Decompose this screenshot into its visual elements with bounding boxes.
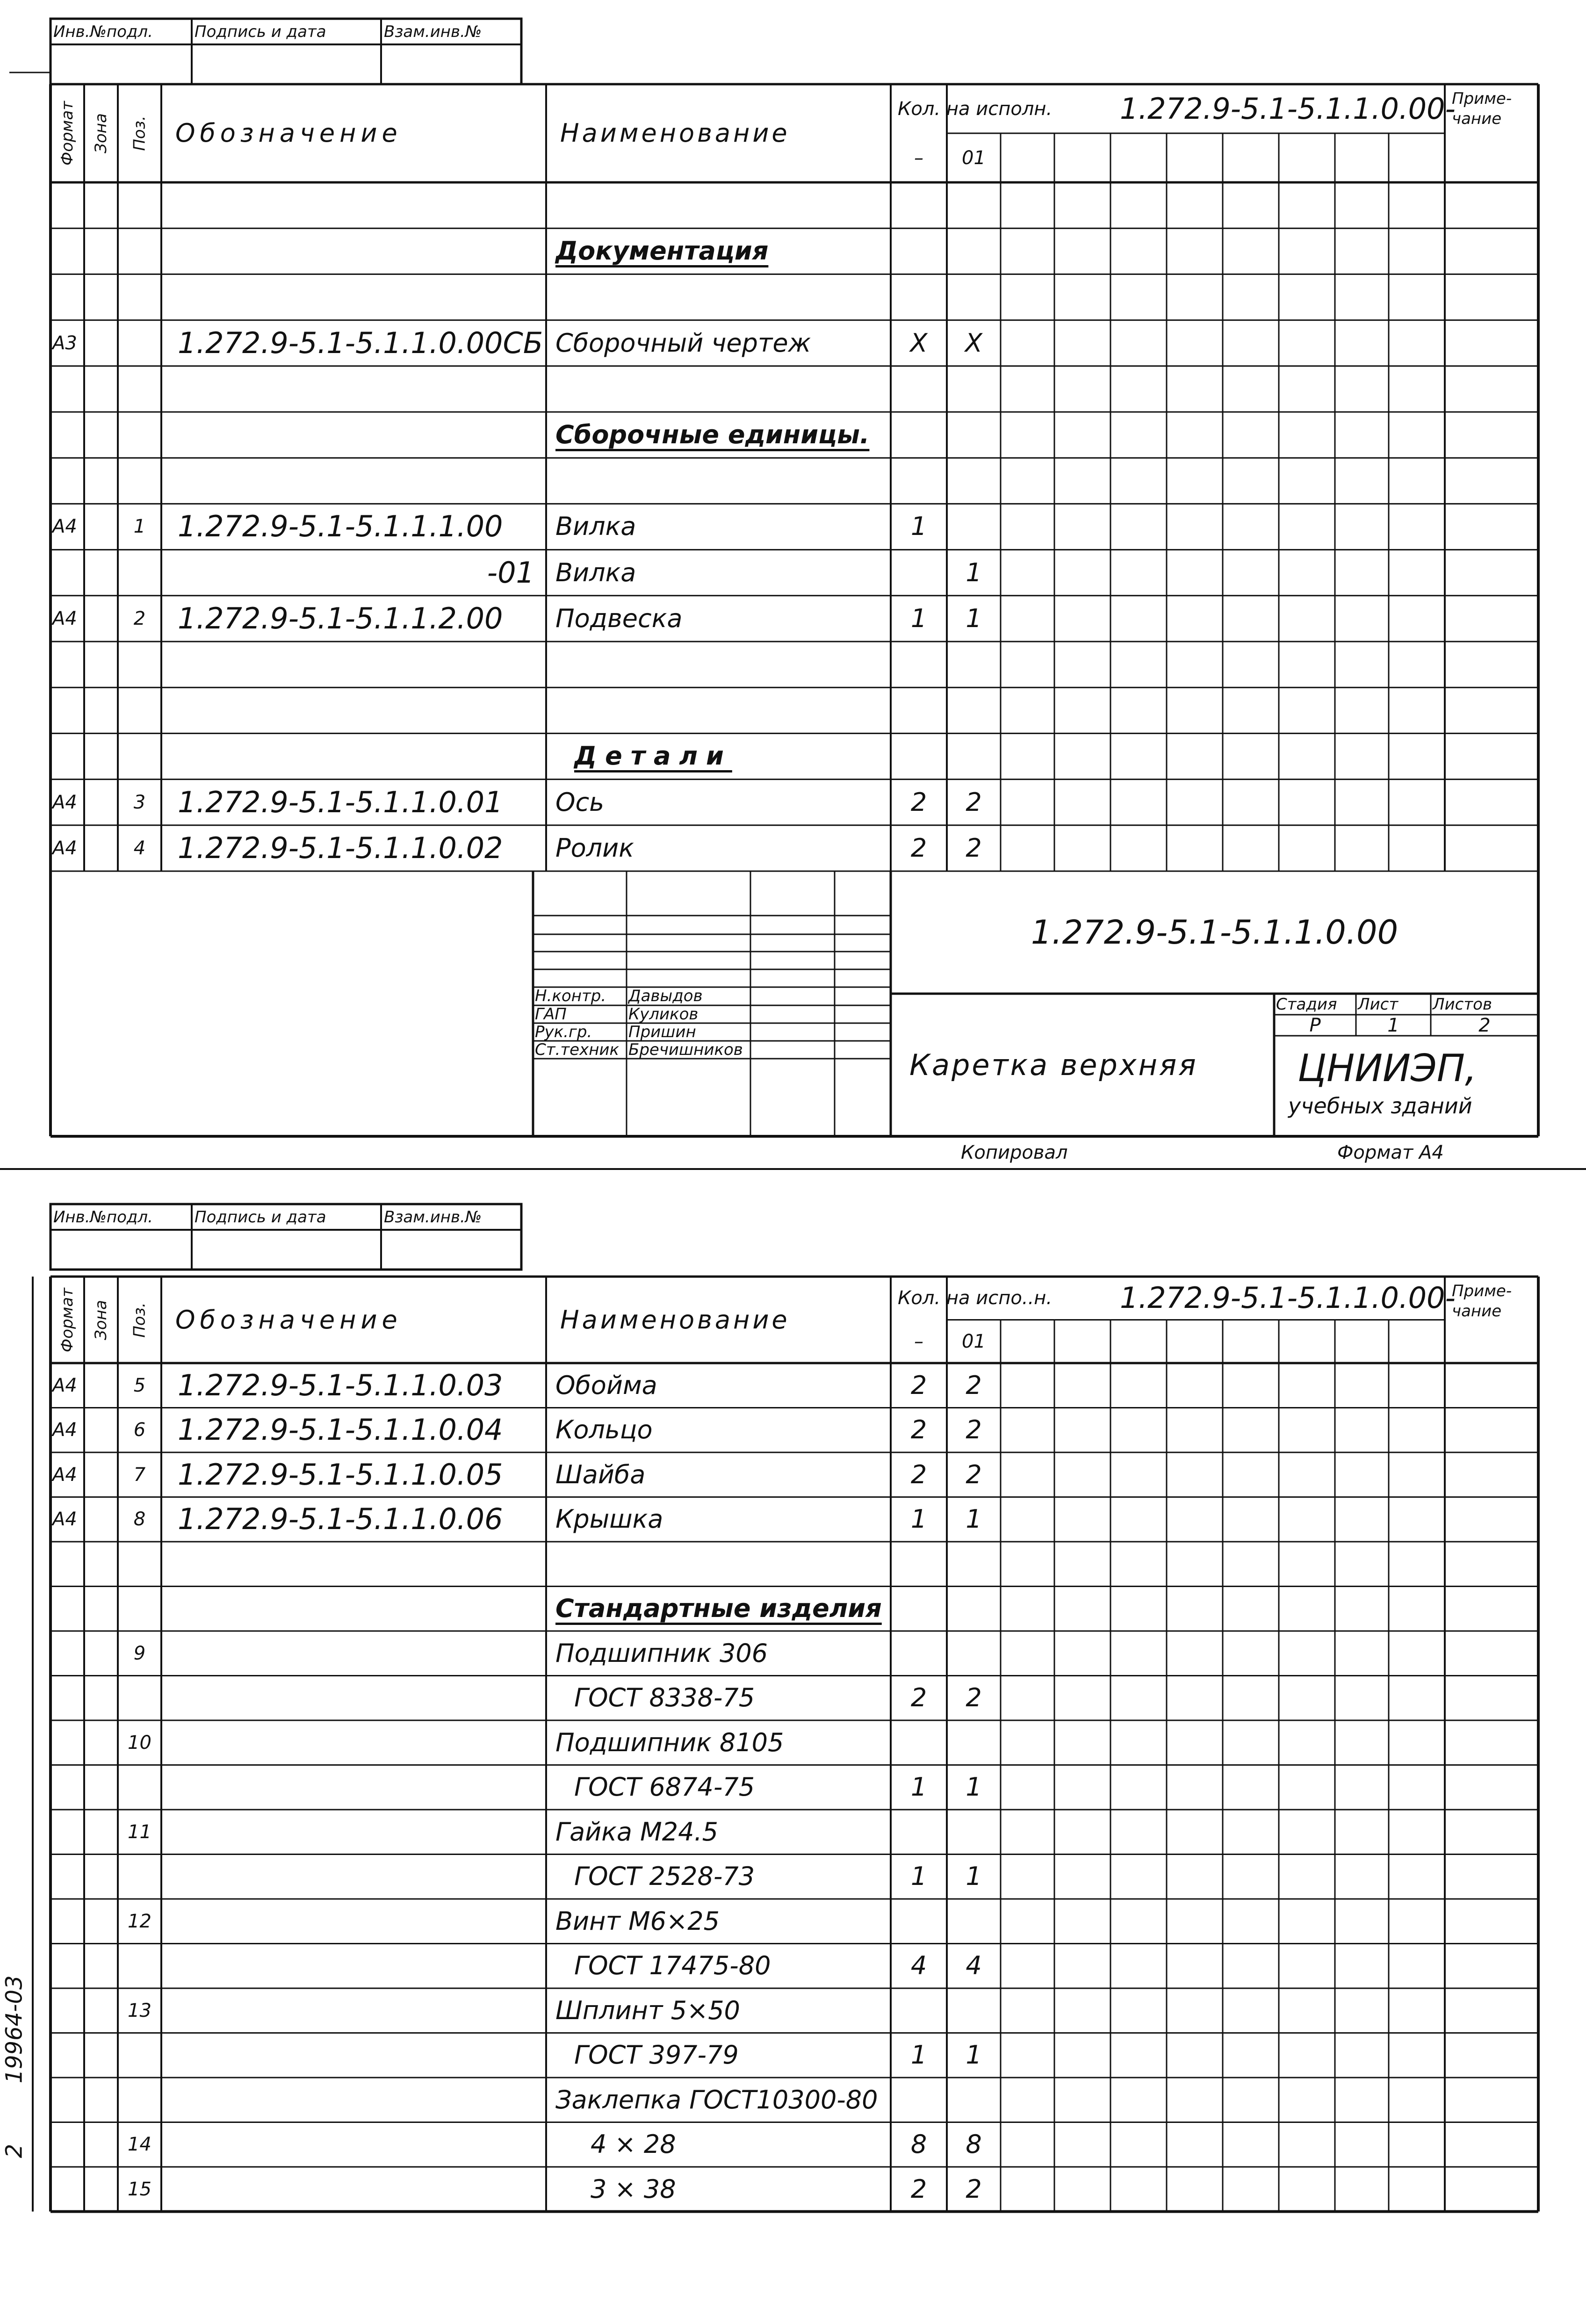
designation-header: Обозначение xyxy=(175,118,402,148)
row-name: 3 × 38 xyxy=(591,2174,676,2204)
stamp-vzam-inv: Взам.инв.№ xyxy=(384,1208,482,1227)
margin-num: 2 xyxy=(0,2144,27,2158)
row-name: Подшипник 306 xyxy=(555,1638,768,1668)
row-qty-2: 2 xyxy=(966,1370,982,1400)
row-name: Ролик xyxy=(555,833,634,863)
footer-format: Формат А4 xyxy=(1337,1142,1444,1163)
margin-code: 19964-03 xyxy=(1,1975,28,2084)
row-format: А4 xyxy=(52,1374,77,1396)
row-qty-2: 1 xyxy=(966,2040,982,2070)
sheets-value: 2 xyxy=(1478,1015,1491,1036)
row-name: Сборочный чертеж xyxy=(555,328,811,358)
row-qty-1: 8 xyxy=(910,2129,927,2159)
pos-header: Поз. xyxy=(130,115,149,151)
role-label: ГАП xyxy=(535,1005,567,1024)
row-name: 4 × 28 xyxy=(591,2129,676,2159)
role-label: Рук.гр. xyxy=(535,1023,592,1041)
row-format: А4 xyxy=(52,516,77,538)
row-pos: 14 xyxy=(128,2134,151,2156)
role-name: Бречишников xyxy=(628,1040,743,1059)
format-header: Формат xyxy=(58,101,77,166)
row-qty-1: 4 xyxy=(910,1951,927,1981)
row-name: ГОСТ 397-79 xyxy=(574,2040,739,2070)
row-name: Винт М6×25 xyxy=(555,1906,720,1936)
row-name: Шайба xyxy=(555,1459,646,1489)
row-designation: 1.272.9-5.1-5.1.1.0.04 xyxy=(178,1413,503,1447)
stamp-vzam-inv: Взам.инв.№ xyxy=(384,22,482,41)
row-qty-2: 1 xyxy=(966,1862,982,1891)
row-qty-1: 2 xyxy=(910,1683,927,1713)
row-name: Кольцо xyxy=(555,1415,653,1445)
row-designation: 1.272.9-5.1-5.1.1.0.06 xyxy=(178,1502,503,1537)
row-name: ГОСТ 6874-75 xyxy=(574,1772,755,1802)
row-qty-1: X xyxy=(910,328,928,358)
row-qty-2: 2 xyxy=(966,1459,982,1489)
row-designation: -01 xyxy=(487,555,534,590)
qty-label: Кол. на исполн. xyxy=(898,98,1053,120)
row-name: Ось xyxy=(555,787,605,817)
row-qty-2: 1 xyxy=(966,1772,982,1802)
name-header: Наименование xyxy=(560,1305,790,1335)
row-name: Обойма xyxy=(555,1370,657,1400)
row-name: Вилка xyxy=(555,512,636,541)
row-qty-1: 2 xyxy=(910,1370,927,1400)
exec-01: 01 xyxy=(962,1330,986,1352)
row-qty-1: 2 xyxy=(910,1459,927,1489)
row-name: ГОСТ 8338-75 xyxy=(574,1683,755,1713)
zone-header: Зона xyxy=(91,1299,110,1340)
stamp-sign-date: Подпись и дата xyxy=(195,1208,326,1227)
name-header: Наименование xyxy=(560,118,790,148)
row-name: Крышка xyxy=(555,1504,663,1534)
row-format: А3 xyxy=(52,332,77,354)
section-heading: Детали xyxy=(574,741,732,771)
stamp-inv-podl: Инв.№подл. xyxy=(53,22,153,41)
row-qty-1: 2 xyxy=(910,787,927,817)
row-format: А4 xyxy=(52,607,77,629)
row-pos: 11 xyxy=(128,1821,151,1843)
row-qty-2: 1 xyxy=(966,603,982,633)
designation-header: Обозначение xyxy=(175,1305,402,1335)
row-qty-2: X xyxy=(965,328,982,358)
row-pos: 4 xyxy=(133,837,146,859)
row-name: ГОСТ 2528-73 xyxy=(574,1862,755,1891)
role-label: Н.контр. xyxy=(535,987,606,1005)
org-sub: учебных зданий xyxy=(1288,1093,1472,1119)
qty-code: 1.272.9-5.1-5.1.1.0.00- xyxy=(1120,1281,1456,1315)
row-pos: 2 xyxy=(133,607,146,629)
row-pos: 6 xyxy=(133,1419,146,1441)
row-designation: 1.272.9-5.1-5.1.1.2.00 xyxy=(178,601,503,635)
row-qty-2: 1 xyxy=(966,1504,982,1534)
title-doc-code: 1.272.9-5.1-5.1.1.0.00 xyxy=(1031,913,1399,952)
role-name: Давыдов xyxy=(628,987,703,1005)
row-qty-2: 2 xyxy=(966,1683,982,1713)
qty-code: 1.272.9-5.1-5.1.1.0.00- xyxy=(1120,91,1456,126)
sheets-label: Листов xyxy=(1433,995,1492,1014)
row-pos: 7 xyxy=(133,1464,146,1486)
row-format: А4 xyxy=(52,1508,77,1530)
row-qty-1: 1 xyxy=(910,603,927,633)
row-pos: 15 xyxy=(128,2178,151,2200)
row-qty-2: 2 xyxy=(966,787,982,817)
row-qty-2: 8 xyxy=(966,2129,982,2159)
row-designation: 1.272.9-5.1-5.1.1.0.00СБ xyxy=(178,325,543,360)
sheet-label: Лист xyxy=(1358,995,1399,1014)
row-designation: 1.272.9-5.1-5.1.1.1.00 xyxy=(178,509,503,544)
row-name: Шплинт 5×50 xyxy=(555,1995,740,2025)
row-name: Заклепка ГОСТ10300-80 xyxy=(555,2085,878,2115)
sheet-value: 1 xyxy=(1387,1015,1399,1036)
section-heading: Сборочные единицы. xyxy=(555,420,870,450)
zone-header: Зона xyxy=(91,113,110,153)
row-qty-2: 2 xyxy=(966,833,982,863)
org-name: ЦНИИЭП, xyxy=(1298,1047,1477,1090)
row-pos: 1 xyxy=(133,516,146,538)
stage-label: Стадия xyxy=(1276,995,1337,1014)
exec-dash: – xyxy=(914,1330,923,1352)
row-name: Гайка М24.5 xyxy=(555,1817,718,1847)
row-format: А4 xyxy=(52,1419,77,1441)
qty-label: Кол. на испо..н. xyxy=(898,1287,1053,1309)
row-pos: 13 xyxy=(128,1999,151,2021)
row-pos: 10 xyxy=(128,1732,151,1754)
row-qty-1: 2 xyxy=(910,833,927,863)
row-name: ГОСТ 17475-80 xyxy=(574,1951,771,1981)
row-pos: 3 xyxy=(133,791,146,813)
role-name: Куликов xyxy=(628,1005,699,1024)
row-name: Подшипник 8105 xyxy=(555,1727,784,1757)
exec-01: 01 xyxy=(962,147,986,169)
row-qty-1: 1 xyxy=(910,1504,927,1534)
row-pos: 9 xyxy=(133,1642,146,1664)
section-heading: Стандартные изделия xyxy=(555,1594,882,1624)
row-designation: 1.272.9-5.1-5.1.1.0.03 xyxy=(178,1368,503,1402)
footer-copied: Копировал xyxy=(961,1142,1068,1163)
row-name: Вилка xyxy=(555,557,636,587)
stamp-sign-date: Подпись и дата xyxy=(195,22,326,41)
section-heading: Документация xyxy=(555,236,769,266)
format-header: Формат xyxy=(58,1287,77,1352)
note-header: Приме- чание xyxy=(1452,1282,1512,1321)
role-label: Ст.техник xyxy=(535,1040,620,1059)
row-name: Подвеска xyxy=(555,603,683,633)
row-pos: 8 xyxy=(133,1508,146,1530)
row-format: А4 xyxy=(52,791,77,813)
row-designation: 1.272.9-5.1-5.1.1.0.02 xyxy=(178,830,503,865)
pos-header: Поз. xyxy=(130,1302,149,1338)
row-pos: 12 xyxy=(128,1910,151,1932)
row-qty-2: 1 xyxy=(966,557,982,587)
stamp-inv-podl: Инв.№подл. xyxy=(53,1208,153,1227)
role-name: Пришин xyxy=(628,1023,696,1041)
row-qty-1: 1 xyxy=(910,2040,927,2070)
row-qty-1: 2 xyxy=(910,1415,927,1445)
row-qty-1: 1 xyxy=(910,1862,927,1891)
row-qty-1: 2 xyxy=(910,2174,927,2204)
exec-dash: – xyxy=(914,147,923,169)
row-format: А4 xyxy=(52,1464,77,1486)
row-pos: 5 xyxy=(133,1374,146,1396)
row-qty-1: 1 xyxy=(910,512,927,541)
note-header: Приме- чание xyxy=(1452,89,1512,128)
row-qty-1: 1 xyxy=(910,1772,927,1802)
row-designation: 1.272.9-5.1-5.1.1.0.05 xyxy=(178,1457,503,1492)
row-format: А4 xyxy=(52,837,77,859)
row-qty-2: 2 xyxy=(966,1415,982,1445)
row-qty-2: 2 xyxy=(966,2174,982,2204)
title-name: Каретка верхняя xyxy=(909,1047,1198,1082)
row-qty-2: 4 xyxy=(966,1951,982,1981)
row-designation: 1.272.9-5.1-5.1.1.0.01 xyxy=(178,785,503,819)
stage-value: Р xyxy=(1309,1015,1321,1036)
